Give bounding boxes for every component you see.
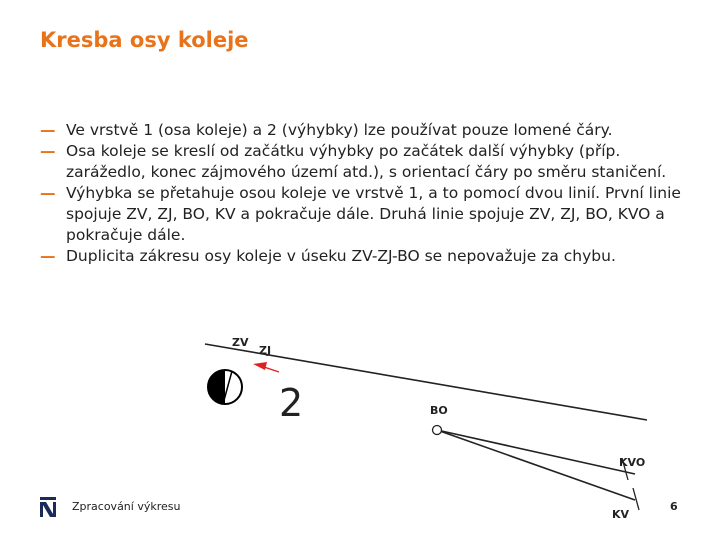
slide-title: Kresba osy koleje [40, 28, 249, 52]
bullet-item [40, 183, 690, 246]
company-logo-icon [40, 497, 56, 517]
bullet-text: Osa koleje se kreslí od začátku výhybky po začátek další výhybky (příp. zarážedlo, konec zájmového území atd.), s orientací čáry po směru staničení. [66, 142, 667, 181]
bullet-text: Duplicita zákresu osy koleje v úseku ZV-ZJ-BO se nepovažuje za chybu. [66, 247, 616, 265]
bullet-list [40, 120, 690, 267]
zj-label: ZJ [259, 344, 272, 357]
bullet-marker: — [40, 121, 56, 139]
bullet-item [40, 246, 690, 267]
kv-label: KV [612, 508, 630, 521]
page-number: 6 [670, 500, 678, 513]
switch-symbol-icon [208, 370, 242, 404]
zj-arrow-icon [253, 362, 267, 370]
bullet-item [40, 141, 690, 183]
bullet-item [40, 120, 690, 141]
bullet-text: Ve vrstvě 1 (osa koleje) a 2 (výhybky) lze používat pouze lomené čáry. [66, 121, 613, 139]
zv-label: ZV [232, 336, 249, 349]
bo-label: BO [430, 404, 448, 417]
bullet-marker: — [40, 247, 56, 265]
bullet-text: Výhybka se přetahuje osou koleje ve vrstvě 1, a to pomocí dvou linií. První linie spojuje ZV, ZJ, BO, KV a pokračuje dále. Druhá linie spojuje ZV, ZJ, BO, KVO a pokračuje dále. [66, 184, 681, 244]
track-switch-diagram [195, 322, 660, 522]
bo-point-icon [433, 426, 442, 435]
switch-number: 2 [279, 381, 304, 425]
track-axis-line-kvo [437, 430, 635, 474]
kvo-label: KVO [619, 456, 646, 469]
track-axis-line-main [205, 344, 647, 420]
bullet-marker: — [40, 142, 56, 160]
bullet-marker: — [40, 184, 56, 202]
track-axis-line-kv [437, 430, 635, 500]
footer-text: Zpracování výkresu [72, 500, 181, 513]
